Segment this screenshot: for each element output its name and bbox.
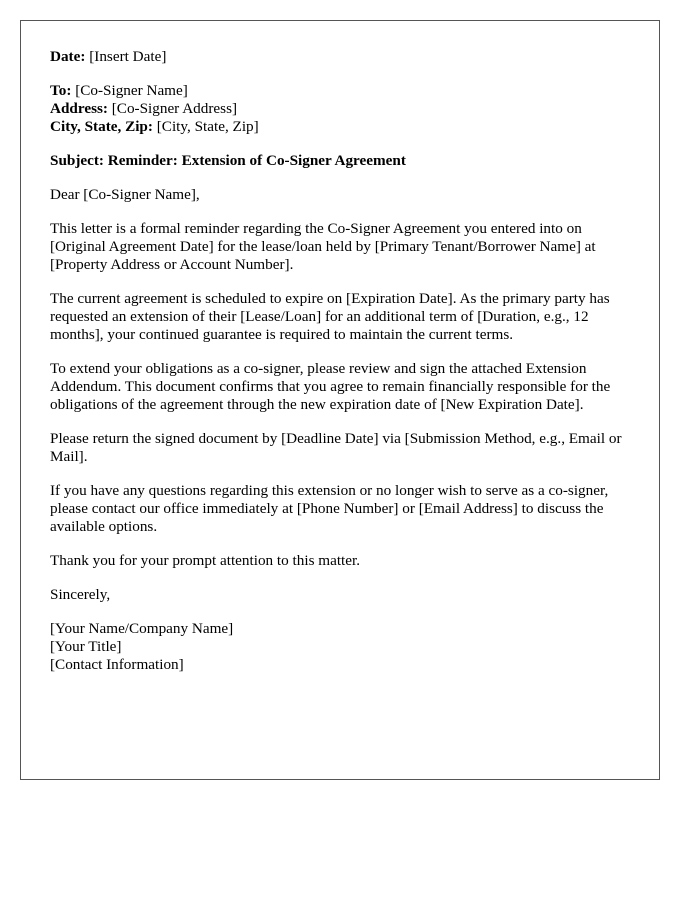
closing: Sincerely, [50,586,111,603]
address-line [50,100,631,118]
address-label: Address: [50,100,108,117]
date-value: [Insert Date] [89,48,167,65]
to-label: To: [50,82,72,99]
subject-text: Subject: Reminder: Extension of Co-Signer Agreement [50,152,406,169]
salutation: Dear [Co-Signer Name], [50,186,200,203]
body-paragraph-3: To extend your obligations as a co-signer, please review and sign the attached Extension Addendum. This document confirms that you agree to remain financially responsible for the obligations of the agreement through the new expiration date of [New Expiration Date]. [50,360,611,413]
date-label: Date: [50,48,86,65]
signature-contact: [Contact Information] [50,656,184,673]
body-paragraph-1: This letter is a formal reminder regarding the Co-Signer Agreement you entered into on [Original Agreement Date] for the lease/loan held by [Primary Tenant/Borrower Name] at [Property Address or Account Number]. [50,220,596,273]
to-value: [Co-Signer Name] [75,82,188,99]
to-line [50,82,631,100]
body-paragraph-4: Please return the signed document by [Deadline Date] via [Submission Method, e.g., Email or Mail]. [50,430,622,465]
city-value: [City, State, Zip] [156,118,259,135]
letter-page [20,20,660,780]
address-value: [Co-Signer Address] [111,100,238,117]
signature-block [50,620,631,674]
signature-name: [Your Name/Company Name] [50,620,234,637]
subject-line [50,152,631,170]
city-label: City, State, Zip: [50,118,153,135]
signature-title: [Your Title] [50,638,122,655]
date-line [50,48,631,66]
recipient-block [50,82,631,136]
body-paragraph-5: If you have any questions regarding this extension or no longer wish to serve as a co-signer, please contact our office immediately at [Phone Number] or [Email Address] to discuss the available options. [50,482,609,535]
body-paragraph-2: The current agreement is scheduled to expire on [Expiration Date]. As the primary party has requested an extension of their [Lease/Loan] for an additional term of [Duration, e.g., 12 months], your continued guarantee is required to maintain the current terms. [50,290,610,343]
city-line [50,118,631,136]
body-paragraph-6: Thank you for your prompt attention to this matter. [50,552,361,569]
